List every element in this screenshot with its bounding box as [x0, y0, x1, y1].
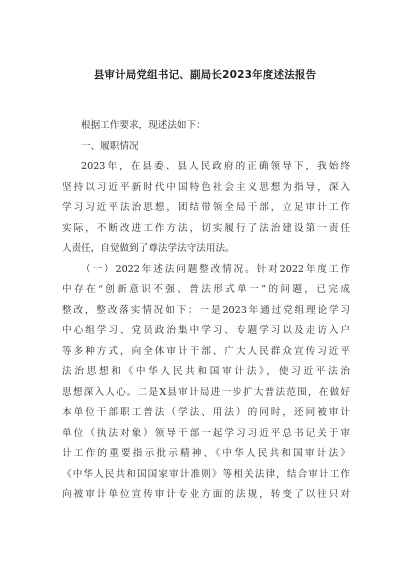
- paragraph-line: 根据工作要求，现述法如下：: [81, 120, 206, 131]
- document-body: [62, 116, 350, 506]
- paragraph-line: （一）2022年述法问题整改情况。针对2022年度工作: [81, 263, 350, 275]
- paragraph-line: 等多种方式，向全体审计干部、广大人民群众宣传习近平: [62, 345, 350, 357]
- document-title: 县审计局党组书记、副局长2023年度述法报告: [93, 69, 317, 81]
- paragraph-line: 实际，不断改进工作方法，切实履行了法治建设第一责任: [62, 222, 350, 234]
- paragraph-line: 一、履职情况: [81, 140, 139, 152]
- paragraph-line: 计工作的重要指示批示精神、《中华人民共和国审计法》: [62, 448, 350, 459]
- paragraph-line: 学习习近平法治思想，团结带领全局干部，立足审计工作: [62, 202, 350, 213]
- paragraph-line: 中心组学习、党员政治集中学习、专题学习以及走访入户: [62, 325, 350, 336]
- paragraph-line: 本单位干部职工普法（学法、用法）的同时，还同被审计: [62, 407, 350, 418]
- paragraph-line: 中存在“创新意识不强、普法形式单一”的问题，已完成: [62, 284, 350, 295]
- paragraph-line: 法治思想和《中华人民共和国审计法》，使习近平法治: [62, 366, 350, 377]
- paragraph-line: 整改，整改落实情况如下：一是2023年通过党组理论学习: [62, 304, 350, 316]
- paragraph-line: 《中华人民共和国国家审计准则》等相关法律，结合审计工作: [62, 468, 350, 480]
- paragraph-line: 向被审计单位宣传审计专业方面的法规，转变了以往只对: [62, 489, 350, 500]
- paragraph-line: 2023年，在县委、县人民政府的正确领导下，我始终: [81, 161, 350, 172]
- paragraph-line: 人责任，自觉做到了尊法学法守法用法。: [62, 243, 235, 254]
- paragraph-line: 单位（执法对象）领导干部一起学习习近平总书记关于审: [62, 427, 350, 439]
- paragraph-line: 坚持以习近平新时代中国特色社会主义思想为指导，深入: [62, 181, 350, 193]
- paragraph-line: 思想深入人心。二是X县审计局进一步扩大普法范围，在做好: [62, 386, 350, 398]
